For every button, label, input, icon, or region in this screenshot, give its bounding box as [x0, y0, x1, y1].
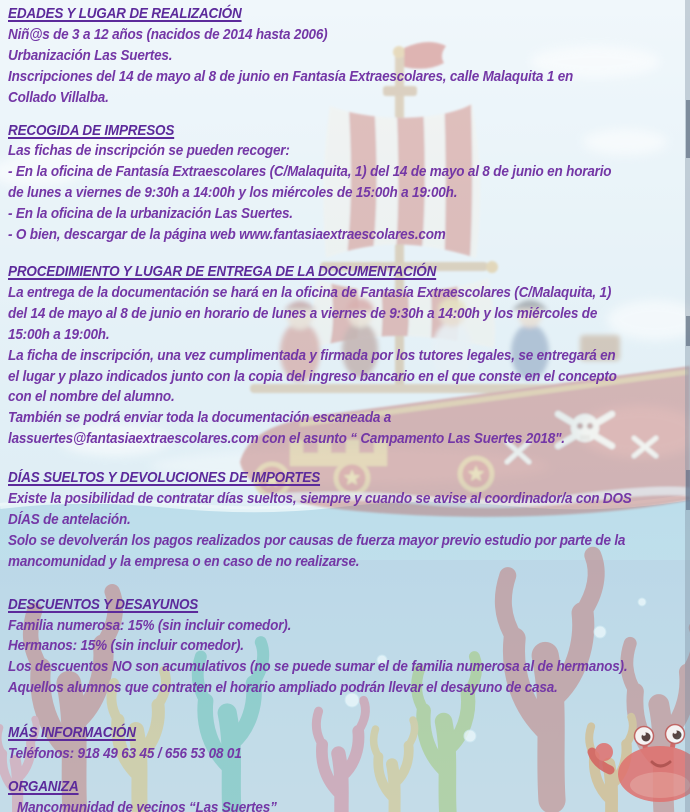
section-edades [8, 4, 686, 109]
text-line: Urbanización Las Suertes. [8, 46, 173, 64]
section-heading: RECOGIDA DE IMPRESOS [8, 121, 175, 139]
section-procedimiento [8, 262, 686, 450]
phone-numbers-line: Teléfonos: 918 49 63 45 / 656 53 08 01 [8, 745, 242, 763]
text-line: También se podrá enviar toda la documentación escaneada a [8, 409, 392, 427]
text-line: - En la oficina de la urbanización Las Suertes. [8, 205, 293, 223]
section-organiza [8, 777, 686, 812]
text-line: Hermanos: 15% (sin incluir comedor). [8, 637, 244, 655]
section-dias-sueltos [8, 468, 686, 573]
website-line: - O bien, descargar de la página web www.fantasiaextraescolares.com [8, 226, 446, 244]
organizer-line: Mancomunidad de vecinos “Las Suertes” [17, 798, 277, 812]
section-heading: PROCEDIMIENTO Y LUGAR DE ENTREGA DE LA DOCUMENTACIÓN [8, 262, 437, 280]
section-recogida [8, 121, 686, 246]
text-line: La entrega de la documentación se hará en la oficina de Fantasía Extraescolares (C/Malaquita, 1) [8, 283, 612, 301]
text-line: Aquellos alumnos que contraten el horario ampliado podrán llevar el desayuno de casa. [8, 679, 558, 697]
text-line: - En la oficina de Fantasía Extraescolares (C/Malaquita, 1) del 14 de mayo al 8 de junio en horario [8, 163, 612, 181]
text-line: DÍAS de antelación. [8, 510, 131, 528]
text-line: Familia numerosa: 15% (sin incluir comedor). [8, 616, 292, 634]
section-heading: DÍAS SUELTOS Y DEVOLUCIONES DE IMPORTES [8, 469, 321, 487]
text-line: mancomunidad y la empresa o en caso de no realizarse. [8, 552, 360, 570]
text-line: Collado Villalba. [8, 88, 109, 106]
text-line: Los descuentos NO son acumulativos (no se puede sumar el de familia numerosa al de hermanos). [8, 658, 628, 676]
text-line: de lunes a viernes de 9:30h a 14:00h y los miércoles de 15:00h a 19:00h. [8, 184, 458, 202]
text-line: Niñ@s de 3 a 12 años (nacidos de 2014 hasta 2006) [8, 25, 328, 43]
section-mas-informacion [8, 723, 686, 765]
text-line: con el nombre del alumno. [8, 388, 175, 406]
text-line: del 14 de mayo al 8 de junio en horario de lunes a viernes de 9:30h a 14:00h y los miércoles de [8, 304, 598, 322]
email-line: lassuertes@fantasiaextraescolares.com con el asunto “ Campamento Las Suertes 2018". [8, 430, 565, 448]
text-line: Existe la posibilidad de contratar días sueltos, siempre y cuando se avise al coordinador/a con DOS [8, 490, 632, 508]
section-heading: ORGANIZA [8, 778, 79, 795]
section-heading: MÁS INFORMACIÓN [8, 724, 136, 742]
section-heading: EDADES Y LUGAR DE REALIZACIÓN [8, 5, 242, 22]
text-line: el lugar y plazo indicados junto con la copia del ingreso bancario en el que conste en el concepto [8, 367, 617, 385]
text-line: 15:00h a 19:00h. [8, 325, 110, 343]
text-line: Las fichas de inscripción se pueden recoger: [8, 142, 290, 160]
text-line: Inscripciones del 14 de mayo al 8 de junio en Fantasía Extraescolares, calle Malaquita 1 en [8, 67, 574, 85]
section-heading: DESCUENTOS Y DESAYUNOS [8, 595, 199, 613]
section-descuentos [8, 595, 686, 700]
text-line: Solo se devolverán los pagos realizados por causas de fuerza mayor previo estudio por parte de la [8, 531, 626, 549]
text-line: La ficha de inscripción, una vez cumplimentada y firmada por los tutores legales, se entregará en [8, 346, 616, 364]
